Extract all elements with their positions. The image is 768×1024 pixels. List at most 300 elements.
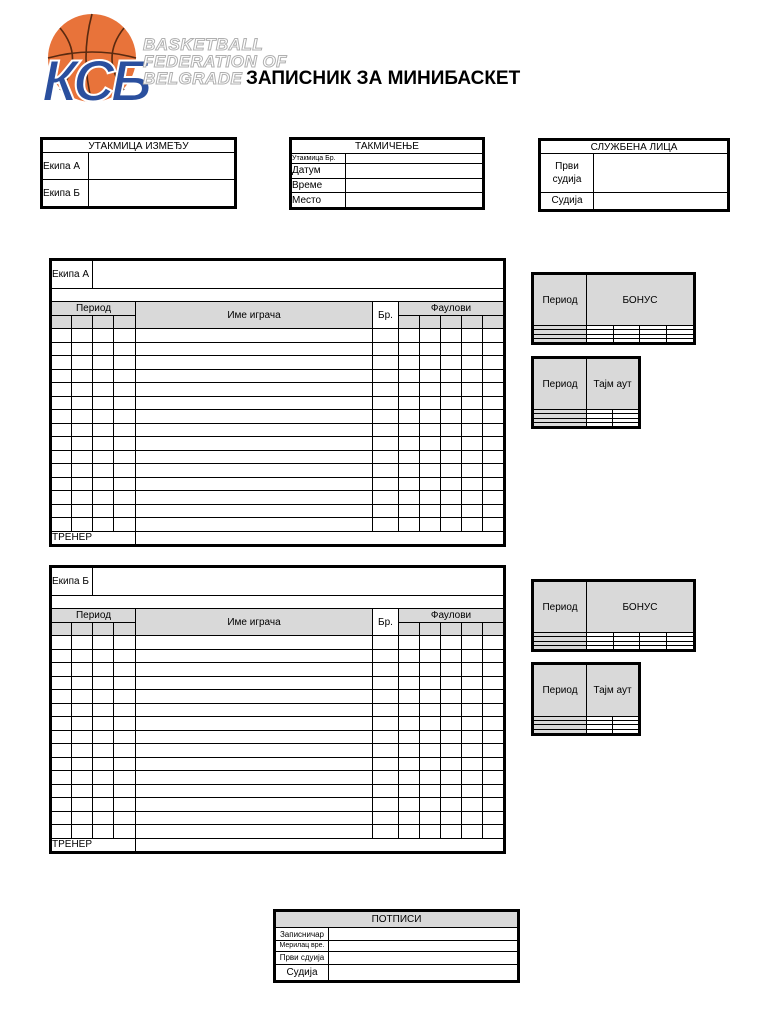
period-cell[interactable]: [114, 329, 136, 343]
period-cell[interactable]: [72, 663, 93, 677]
period-cell[interactable]: [93, 703, 114, 717]
foul-cell[interactable]: [420, 369, 441, 383]
period-cell[interactable]: [72, 383, 93, 397]
period-cell[interactable]: [52, 329, 72, 343]
foul-cell[interactable]: [399, 369, 420, 383]
period-cell[interactable]: [93, 649, 114, 663]
foul-cell[interactable]: [483, 410, 504, 424]
foul-cell[interactable]: [441, 811, 462, 825]
foul-cell[interactable]: [462, 784, 483, 798]
foul-cell[interactable]: [441, 450, 462, 464]
foul-cell[interactable]: [441, 477, 462, 491]
period-cell[interactable]: [93, 504, 114, 518]
period-cell[interactable]: [93, 771, 114, 785]
period-cell[interactable]: [114, 703, 136, 717]
foul-cell[interactable]: [462, 649, 483, 663]
period-cell[interactable]: [52, 491, 72, 505]
foul-cell[interactable]: [399, 410, 420, 424]
judge-signature[interactable]: [329, 965, 518, 981]
period-cell[interactable]: [114, 464, 136, 478]
player-name-cell[interactable]: [136, 437, 373, 451]
foul-cell[interactable]: [483, 730, 504, 744]
period-cell[interactable]: [52, 477, 72, 491]
period-cell[interactable]: [114, 342, 136, 356]
period-cell[interactable]: [52, 504, 72, 518]
period-cell[interactable]: [93, 730, 114, 744]
foul-cell[interactable]: [420, 771, 441, 785]
player-name-cell[interactable]: [136, 423, 373, 437]
foul-cell[interactable]: [441, 518, 462, 532]
foul-cell[interactable]: [441, 730, 462, 744]
period-cell[interactable]: [114, 784, 136, 798]
foul-cell[interactable]: [462, 676, 483, 690]
player-name-cell[interactable]: [136, 676, 373, 690]
foul-cell[interactable]: [441, 717, 462, 731]
period-cell[interactable]: [114, 649, 136, 663]
player-name-cell[interactable]: [136, 771, 373, 785]
period-cell[interactable]: [93, 491, 114, 505]
foul-cell[interactable]: [399, 342, 420, 356]
period-cell[interactable]: [72, 636, 93, 650]
foul-cell[interactable]: [399, 464, 420, 478]
period-cell[interactable]: [93, 717, 114, 731]
player-number-cell[interactable]: [373, 798, 399, 812]
foul-cell[interactable]: [441, 504, 462, 518]
period-cell[interactable]: [52, 811, 72, 825]
foul-cell[interactable]: [420, 396, 441, 410]
foul-cell[interactable]: [462, 396, 483, 410]
foul-cell[interactable]: [399, 450, 420, 464]
foul-cell[interactable]: [483, 784, 504, 798]
period-cell[interactable]: [114, 717, 136, 731]
player-number-cell[interactable]: [373, 491, 399, 505]
player-number-cell[interactable]: [373, 342, 399, 356]
period-cell[interactable]: [72, 369, 93, 383]
foul-cell[interactable]: [462, 437, 483, 451]
period-cell[interactable]: [52, 690, 72, 704]
player-number-cell[interactable]: [373, 757, 399, 771]
foul-cell[interactable]: [399, 784, 420, 798]
foul-cell[interactable]: [441, 825, 462, 839]
foul-cell[interactable]: [420, 825, 441, 839]
player-number-cell[interactable]: [373, 437, 399, 451]
period-cell[interactable]: [72, 690, 93, 704]
period-cell[interactable]: [52, 717, 72, 731]
period-cell[interactable]: [114, 811, 136, 825]
period-cell[interactable]: [52, 342, 72, 356]
foul-cell[interactable]: [441, 464, 462, 478]
foul-cell[interactable]: [420, 811, 441, 825]
period-cell[interactable]: [72, 757, 93, 771]
foul-cell[interactable]: [420, 504, 441, 518]
scorer-signature[interactable]: [329, 927, 518, 940]
period-cell[interactable]: [52, 369, 72, 383]
period-cell[interactable]: [72, 396, 93, 410]
foul-cell[interactable]: [441, 383, 462, 397]
player-name-cell[interactable]: [136, 356, 373, 370]
foul-cell[interactable]: [420, 383, 441, 397]
player-name-cell[interactable]: [136, 450, 373, 464]
foul-cell[interactable]: [420, 703, 441, 717]
foul-cell[interactable]: [462, 329, 483, 343]
foul-cell[interactable]: [399, 744, 420, 758]
period-cell[interactable]: [114, 825, 136, 839]
foul-cell[interactable]: [483, 356, 504, 370]
foul-cell[interactable]: [420, 757, 441, 771]
foul-cell[interactable]: [420, 690, 441, 704]
period-cell[interactable]: [114, 757, 136, 771]
period-cell[interactable]: [114, 356, 136, 370]
foul-cell[interactable]: [441, 703, 462, 717]
period-cell[interactable]: [52, 636, 72, 650]
foul-cell[interactable]: [483, 825, 504, 839]
foul-cell[interactable]: [441, 744, 462, 758]
foul-cell[interactable]: [420, 491, 441, 505]
period-cell[interactable]: [52, 663, 72, 677]
period-cell[interactable]: [72, 464, 93, 478]
player-name-cell[interactable]: [136, 504, 373, 518]
foul-cell[interactable]: [462, 369, 483, 383]
period-cell[interactable]: [72, 784, 93, 798]
period-cell[interactable]: [114, 491, 136, 505]
period-cell[interactable]: [52, 825, 72, 839]
foul-cell[interactable]: [399, 690, 420, 704]
foul-cell[interactable]: [399, 396, 420, 410]
foul-cell[interactable]: [399, 329, 420, 343]
period-cell[interactable]: [52, 730, 72, 744]
period-cell[interactable]: [72, 518, 93, 532]
foul-cell[interactable]: [420, 477, 441, 491]
coach-field[interactable]: [136, 838, 504, 851]
period-cell[interactable]: [93, 396, 114, 410]
foul-cell[interactable]: [483, 342, 504, 356]
period-cell[interactable]: [93, 784, 114, 798]
period-cell[interactable]: [72, 423, 93, 437]
foul-cell[interactable]: [483, 717, 504, 731]
period-cell[interactable]: [93, 383, 114, 397]
foul-cell[interactable]: [462, 477, 483, 491]
foul-cell[interactable]: [441, 410, 462, 424]
period-cell[interactable]: [52, 784, 72, 798]
period-cell[interactable]: [72, 825, 93, 839]
period-cell[interactable]: [114, 450, 136, 464]
period-cell[interactable]: [72, 744, 93, 758]
team-b-field[interactable]: [89, 180, 235, 207]
foul-cell[interactable]: [462, 757, 483, 771]
player-name-cell[interactable]: [136, 798, 373, 812]
period-cell[interactable]: [72, 504, 93, 518]
period-cell[interactable]: [114, 477, 136, 491]
player-number-cell[interactable]: [373, 356, 399, 370]
first-judge-field[interactable]: [594, 154, 728, 193]
foul-cell[interactable]: [483, 771, 504, 785]
foul-cell[interactable]: [399, 491, 420, 505]
player-number-cell[interactable]: [373, 369, 399, 383]
player-number-cell[interactable]: [373, 771, 399, 785]
foul-cell[interactable]: [483, 703, 504, 717]
foul-cell[interactable]: [399, 771, 420, 785]
period-cell[interactable]: [72, 450, 93, 464]
player-number-cell[interactable]: [373, 504, 399, 518]
player-number-cell[interactable]: [373, 410, 399, 424]
team-a-name-field[interactable]: [52, 289, 504, 302]
player-name-cell[interactable]: [136, 703, 373, 717]
player-number-cell[interactable]: [373, 744, 399, 758]
foul-cell[interactable]: [483, 636, 504, 650]
period-cell[interactable]: [52, 744, 72, 758]
foul-cell[interactable]: [420, 356, 441, 370]
period-cell[interactable]: [52, 383, 72, 397]
foul-cell[interactable]: [462, 636, 483, 650]
player-name-cell[interactable]: [136, 636, 373, 650]
judge-field[interactable]: [594, 192, 728, 209]
foul-cell[interactable]: [483, 663, 504, 677]
period-cell[interactable]: [72, 649, 93, 663]
foul-cell[interactable]: [420, 784, 441, 798]
foul-cell[interactable]: [462, 383, 483, 397]
foul-cell[interactable]: [399, 423, 420, 437]
period-cell[interactable]: [93, 423, 114, 437]
foul-cell[interactable]: [399, 703, 420, 717]
period-cell[interactable]: [52, 676, 72, 690]
player-number-cell[interactable]: [373, 825, 399, 839]
period-cell[interactable]: [72, 437, 93, 451]
player-name-cell[interactable]: [136, 410, 373, 424]
period-cell[interactable]: [93, 676, 114, 690]
foul-cell[interactable]: [399, 477, 420, 491]
player-number-cell[interactable]: [373, 464, 399, 478]
date-field[interactable]: [346, 163, 483, 178]
player-number-cell[interactable]: [373, 477, 399, 491]
foul-cell[interactable]: [399, 383, 420, 397]
player-name-cell[interactable]: [136, 518, 373, 532]
foul-cell[interactable]: [483, 396, 504, 410]
foul-cell[interactable]: [462, 663, 483, 677]
period-cell[interactable]: [114, 396, 136, 410]
period-cell[interactable]: [52, 450, 72, 464]
foul-cell[interactable]: [441, 784, 462, 798]
timekeeper-signature[interactable]: [329, 941, 518, 952]
foul-cell[interactable]: [483, 690, 504, 704]
period-cell[interactable]: [93, 811, 114, 825]
period-cell[interactable]: [72, 811, 93, 825]
player-number-cell[interactable]: [373, 636, 399, 650]
foul-cell[interactable]: [441, 369, 462, 383]
foul-cell[interactable]: [483, 464, 504, 478]
period-cell[interactable]: [72, 477, 93, 491]
period-cell[interactable]: [93, 757, 114, 771]
foul-cell[interactable]: [441, 649, 462, 663]
foul-cell[interactable]: [483, 450, 504, 464]
foul-cell[interactable]: [441, 663, 462, 677]
period-cell[interactable]: [93, 342, 114, 356]
period-cell[interactable]: [93, 464, 114, 478]
period-cell[interactable]: [114, 771, 136, 785]
foul-cell[interactable]: [483, 811, 504, 825]
period-cell[interactable]: [52, 437, 72, 451]
period-cell[interactable]: [114, 636, 136, 650]
player-number-cell[interactable]: [373, 383, 399, 397]
foul-cell[interactable]: [420, 717, 441, 731]
foul-cell[interactable]: [420, 329, 441, 343]
foul-cell[interactable]: [483, 437, 504, 451]
foul-cell[interactable]: [420, 730, 441, 744]
foul-cell[interactable]: [462, 464, 483, 478]
foul-cell[interactable]: [462, 423, 483, 437]
foul-cell[interactable]: [462, 504, 483, 518]
foul-cell[interactable]: [399, 676, 420, 690]
foul-cell[interactable]: [483, 649, 504, 663]
period-cell[interactable]: [114, 518, 136, 532]
foul-cell[interactable]: [399, 636, 420, 650]
foul-cell[interactable]: [420, 410, 441, 424]
period-cell[interactable]: [72, 410, 93, 424]
period-cell[interactable]: [52, 396, 72, 410]
period-cell[interactable]: [52, 703, 72, 717]
foul-cell[interactable]: [483, 757, 504, 771]
foul-cell[interactable]: [399, 649, 420, 663]
foul-cell[interactable]: [420, 464, 441, 478]
player-name-cell[interactable]: [136, 369, 373, 383]
foul-cell[interactable]: [462, 491, 483, 505]
period-cell[interactable]: [93, 369, 114, 383]
period-cell[interactable]: [52, 410, 72, 424]
period-cell[interactable]: [93, 437, 114, 451]
team-b-name-field[interactable]: [52, 596, 504, 609]
period-cell[interactable]: [72, 676, 93, 690]
foul-cell[interactable]: [420, 636, 441, 650]
player-name-cell[interactable]: [136, 491, 373, 505]
place-field[interactable]: [346, 193, 483, 208]
foul-cell[interactable]: [441, 437, 462, 451]
period-cell[interactable]: [52, 798, 72, 812]
foul-cell[interactable]: [420, 663, 441, 677]
player-name-cell[interactable]: [136, 757, 373, 771]
foul-cell[interactable]: [462, 744, 483, 758]
foul-cell[interactable]: [462, 730, 483, 744]
period-cell[interactable]: [72, 717, 93, 731]
period-cell[interactable]: [114, 504, 136, 518]
player-name-cell[interactable]: [136, 717, 373, 731]
player-name-cell[interactable]: [136, 477, 373, 491]
player-number-cell[interactable]: [373, 811, 399, 825]
foul-cell[interactable]: [399, 663, 420, 677]
foul-cell[interactable]: [441, 676, 462, 690]
foul-cell[interactable]: [420, 437, 441, 451]
foul-cell[interactable]: [441, 798, 462, 812]
foul-cell[interactable]: [462, 690, 483, 704]
foul-cell[interactable]: [462, 771, 483, 785]
foul-cell[interactable]: [420, 676, 441, 690]
period-cell[interactable]: [72, 342, 93, 356]
player-name-cell[interactable]: [136, 690, 373, 704]
foul-cell[interactable]: [420, 649, 441, 663]
game-no-field[interactable]: [346, 154, 483, 164]
foul-cell[interactable]: [441, 491, 462, 505]
period-cell[interactable]: [72, 329, 93, 343]
period-cell[interactable]: [114, 690, 136, 704]
foul-cell[interactable]: [399, 717, 420, 731]
period-cell[interactable]: [52, 423, 72, 437]
foul-cell[interactable]: [441, 396, 462, 410]
foul-cell[interactable]: [399, 825, 420, 839]
period-cell[interactable]: [114, 798, 136, 812]
foul-cell[interactable]: [483, 369, 504, 383]
player-name-cell[interactable]: [136, 649, 373, 663]
player-name-cell[interactable]: [136, 825, 373, 839]
player-number-cell[interactable]: [373, 717, 399, 731]
foul-cell[interactable]: [441, 356, 462, 370]
foul-cell[interactable]: [441, 329, 462, 343]
foul-cell[interactable]: [462, 811, 483, 825]
team-a-field[interactable]: [89, 153, 235, 180]
foul-cell[interactable]: [441, 423, 462, 437]
period-cell[interactable]: [52, 356, 72, 370]
player-name-cell[interactable]: [136, 329, 373, 343]
foul-cell[interactable]: [483, 423, 504, 437]
foul-cell[interactable]: [399, 518, 420, 532]
player-number-cell[interactable]: [373, 703, 399, 717]
foul-cell[interactable]: [483, 491, 504, 505]
foul-cell[interactable]: [462, 703, 483, 717]
player-name-cell[interactable]: [136, 342, 373, 356]
foul-cell[interactable]: [483, 477, 504, 491]
period-cell[interactable]: [114, 423, 136, 437]
foul-cell[interactable]: [441, 690, 462, 704]
period-cell[interactable]: [114, 369, 136, 383]
foul-cell[interactable]: [462, 717, 483, 731]
player-name-cell[interactable]: [136, 464, 373, 478]
foul-cell[interactable]: [483, 518, 504, 532]
player-name-cell[interactable]: [136, 663, 373, 677]
foul-cell[interactable]: [462, 356, 483, 370]
foul-cell[interactable]: [420, 798, 441, 812]
player-number-cell[interactable]: [373, 676, 399, 690]
foul-cell[interactable]: [441, 771, 462, 785]
player-name-cell[interactable]: [136, 383, 373, 397]
period-cell[interactable]: [72, 730, 93, 744]
period-cell[interactable]: [93, 798, 114, 812]
period-cell[interactable]: [114, 663, 136, 677]
player-number-cell[interactable]: [373, 730, 399, 744]
foul-cell[interactable]: [483, 504, 504, 518]
period-cell[interactable]: [114, 410, 136, 424]
period-cell[interactable]: [52, 649, 72, 663]
player-number-cell[interactable]: [373, 649, 399, 663]
player-number-cell[interactable]: [373, 784, 399, 798]
player-number-cell[interactable]: [373, 690, 399, 704]
period-cell[interactable]: [93, 636, 114, 650]
foul-cell[interactable]: [441, 757, 462, 771]
first-judge-signature[interactable]: [329, 951, 518, 964]
player-name-cell[interactable]: [136, 396, 373, 410]
foul-cell[interactable]: [483, 329, 504, 343]
period-cell[interactable]: [52, 464, 72, 478]
period-cell[interactable]: [93, 663, 114, 677]
foul-cell[interactable]: [462, 450, 483, 464]
foul-cell[interactable]: [462, 798, 483, 812]
player-number-cell[interactable]: [373, 423, 399, 437]
period-cell[interactable]: [72, 798, 93, 812]
player-number-cell[interactable]: [373, 329, 399, 343]
period-cell[interactable]: [93, 450, 114, 464]
foul-cell[interactable]: [399, 730, 420, 744]
period-cell[interactable]: [72, 771, 93, 785]
period-cell[interactable]: [72, 356, 93, 370]
foul-cell[interactable]: [420, 342, 441, 356]
foul-cell[interactable]: [483, 798, 504, 812]
player-number-cell[interactable]: [373, 518, 399, 532]
